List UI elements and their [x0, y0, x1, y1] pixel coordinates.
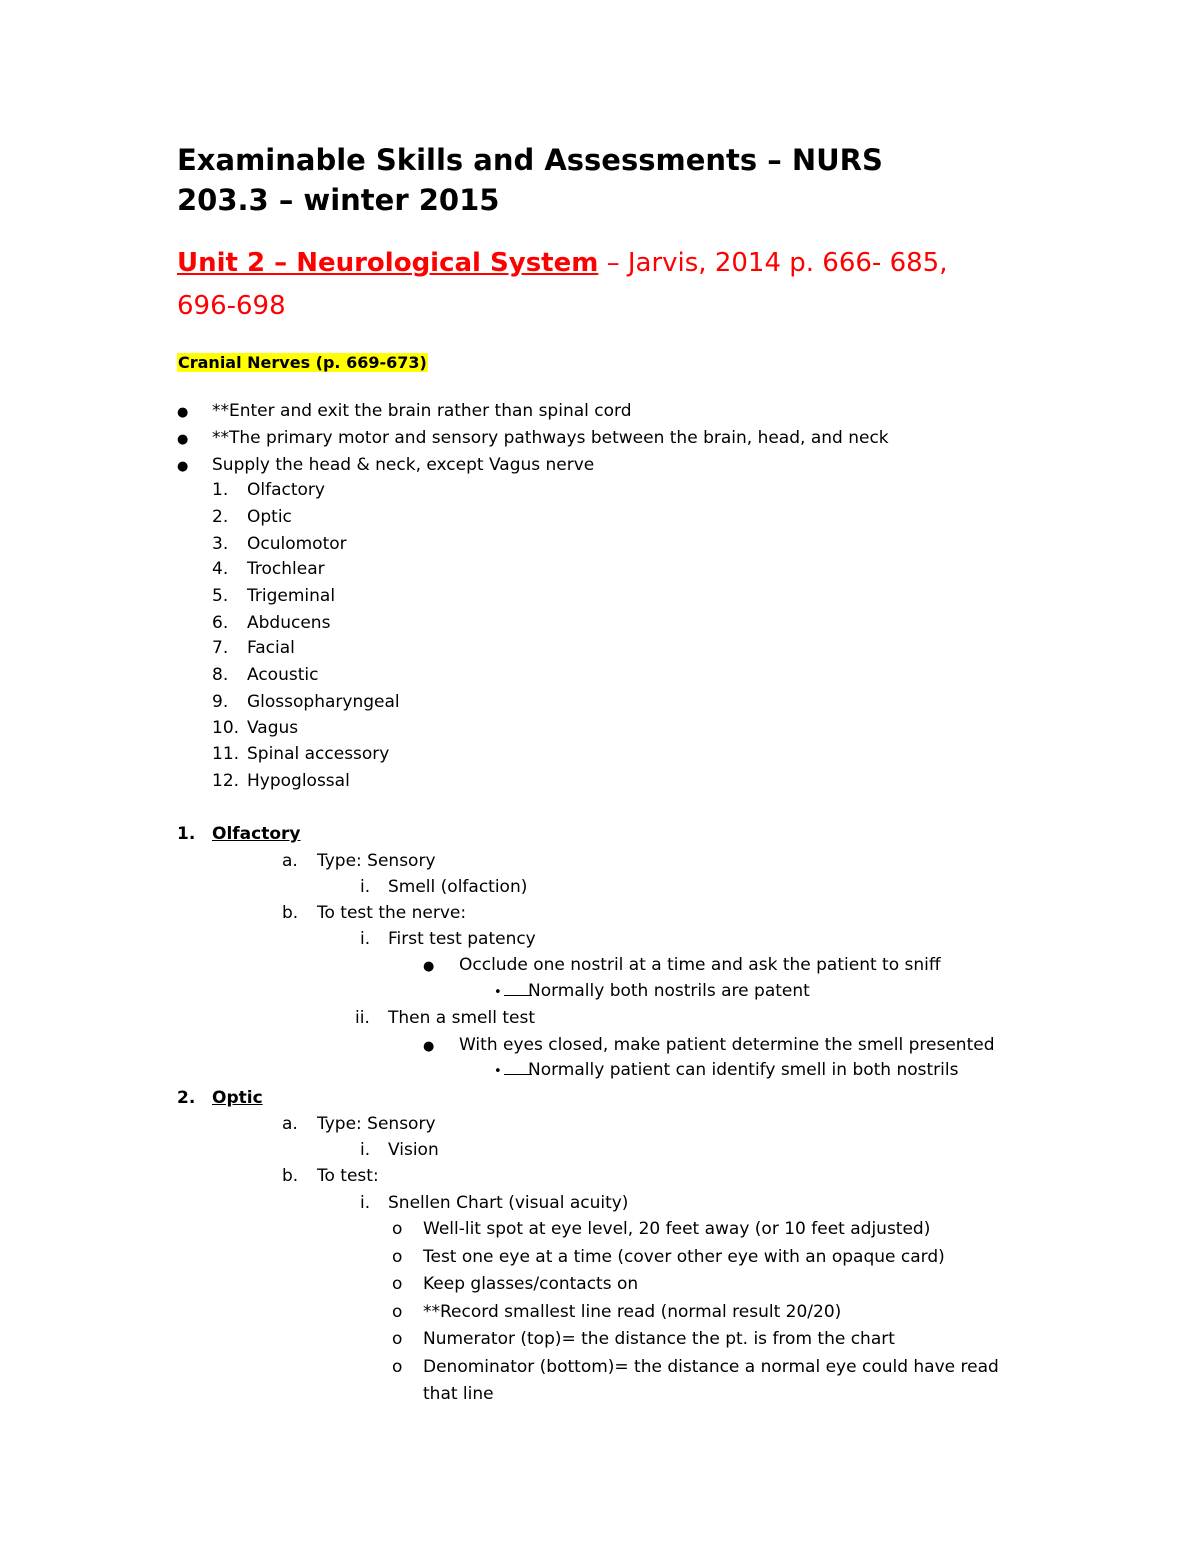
nerve-num: 12. — [212, 771, 240, 791]
olfactory-occlude: Occlude one nostril at a time and ask the patient to sniff — [459, 955, 941, 975]
optic-item: Well-lit spot at eye level, 20 feet away (or 10 feet adjusted) — [423, 1219, 931, 1239]
nerve-num: 5. — [212, 586, 229, 606]
list-mark: i. — [360, 1140, 371, 1160]
optic-type: Type: Sensory — [317, 1114, 436, 1134]
circle-bullet-icon: o — [392, 1302, 403, 1322]
intro-bullet-2 — [177, 427, 188, 451]
nerve-name: Facial — [247, 638, 295, 658]
nerve-num: 9. — [212, 692, 229, 712]
cranial-nerves-heading — [177, 352, 428, 374]
olfactory-identify: Normally patient can identify smell in both nostrils — [528, 1060, 959, 1080]
nerve-name: Acoustic — [247, 665, 319, 685]
circle-bullet-icon: o — [392, 1329, 403, 1349]
doc-title-line2: 203.3 – winter 2015 — [177, 183, 500, 217]
optic-item: Denominator (bottom)= the distance a normal eye could have read — [423, 1357, 999, 1377]
nerve-num: 4. — [212, 559, 229, 579]
unit-link[interactable]: Unit 2 – Neurological System — [177, 248, 599, 278]
nerve-num: 8. — [212, 665, 229, 685]
optic-item-cont: that line — [423, 1384, 494, 1404]
bullet-icon: • — [494, 1064, 502, 1079]
intro-bullet-1 — [177, 400, 188, 424]
nerve-num: 10. — [212, 718, 240, 738]
nerve-name: Trochlear — [247, 559, 325, 579]
intro-bullet-3 — [177, 454, 188, 478]
olfactory-heading: Olfactory — [212, 824, 301, 844]
optic-vision: Vision — [388, 1140, 439, 1160]
unit-reference: – Jarvis, 2014 p. 666- 685, — [598, 248, 948, 278]
list-mark: i. — [360, 929, 371, 949]
nerve-num: 3. — [212, 534, 229, 554]
bullet-icon: ● — [423, 1039, 435, 1054]
olfactory-type: Type: Sensory — [317, 851, 436, 871]
nerve-name: Oculomotor — [247, 534, 347, 554]
olfactory-test: To test the nerve: — [317, 903, 467, 923]
nerve-name: Trigeminal — [247, 586, 336, 606]
nerve-name: Optic — [247, 507, 292, 527]
optic-heading: Optic — [212, 1088, 263, 1108]
list-mark: b. — [282, 903, 299, 923]
highlight: Cranial Nerves (p. 669-673) — [178, 353, 427, 372]
bullet-icon: ● — [177, 432, 189, 447]
list-mark: i. — [360, 1193, 371, 1213]
optic-item: **Record smallest line read (normal result 20/20) — [423, 1302, 842, 1322]
nerve-num: 11. — [212, 744, 240, 764]
olfactory-smell: Smell (olfaction) — [388, 877, 528, 897]
nerve-name: Spinal accessory — [247, 744, 390, 764]
circle-bullet-icon: o — [392, 1274, 403, 1294]
nerve-num: 6. — [212, 613, 229, 633]
bullet-icon: • — [494, 985, 502, 1000]
optic-num: 2. — [177, 1088, 196, 1108]
intro-bullet-text-2: **The primary motor and sensory pathways between the brain, head, and neck — [212, 428, 889, 448]
bullet-icon: ● — [177, 459, 189, 474]
unit-heading — [177, 243, 947, 283]
nerve-num: 7. — [212, 638, 229, 658]
olfactory-patent: Normally both nostrils are patent — [528, 981, 810, 1001]
list-mark: a. — [282, 1114, 298, 1134]
optic-item: Numerator (top)= the distance the pt. is from the chart — [423, 1329, 895, 1349]
list-mark: b. — [282, 1166, 299, 1186]
list-mark: i. — [360, 877, 371, 897]
olfactory-smell-test: Then a smell test — [388, 1008, 535, 1028]
optic-snellen: Snellen Chart (visual acuity) — [388, 1193, 629, 1213]
circle-bullet-icon: o — [392, 1357, 403, 1377]
unit-reference-cont: 696-698 — [177, 291, 286, 321]
olfactory-patency: First test patency — [388, 929, 536, 949]
olfactory-num: 1. — [177, 824, 196, 844]
nerve-name: Hypoglossal — [247, 771, 350, 791]
nerve-name: Vagus — [247, 718, 299, 738]
optic-test: To test: — [317, 1166, 379, 1186]
intro-bullet-text-1: **Enter and exit the brain rather than spinal cord — [212, 401, 632, 421]
optic-item: Test one eye at a time (cover other eye with an opaque card) — [423, 1247, 945, 1267]
nerve-num: 1. — [212, 480, 229, 500]
nerve-name: Abducens — [247, 613, 331, 633]
sub-bullet — [494, 1059, 532, 1083]
olfactory-eyes-closed: With eyes closed, make patient determine the smell presented — [459, 1035, 995, 1055]
list-mark: ii. — [355, 1008, 370, 1028]
nerve-num: 2. — [212, 507, 229, 527]
nerve-name: Olfactory — [247, 480, 325, 500]
doc-title-line1: Examinable Skills and Assessments – NURS — [177, 143, 883, 177]
sub-bullet — [494, 980, 532, 1004]
circle-bullet-icon: o — [392, 1219, 403, 1239]
intro-bullet-text-3: Supply the head & neck, except Vagus nerve — [212, 455, 595, 475]
circle-bullet-icon: o — [392, 1247, 403, 1267]
nerve-name: Glossopharyngeal — [247, 692, 400, 712]
optic-item: Keep glasses/contacts on — [423, 1274, 639, 1294]
bullet-icon: ● — [423, 959, 435, 974]
bullet-icon: ● — [177, 405, 189, 420]
list-mark: a. — [282, 851, 298, 871]
